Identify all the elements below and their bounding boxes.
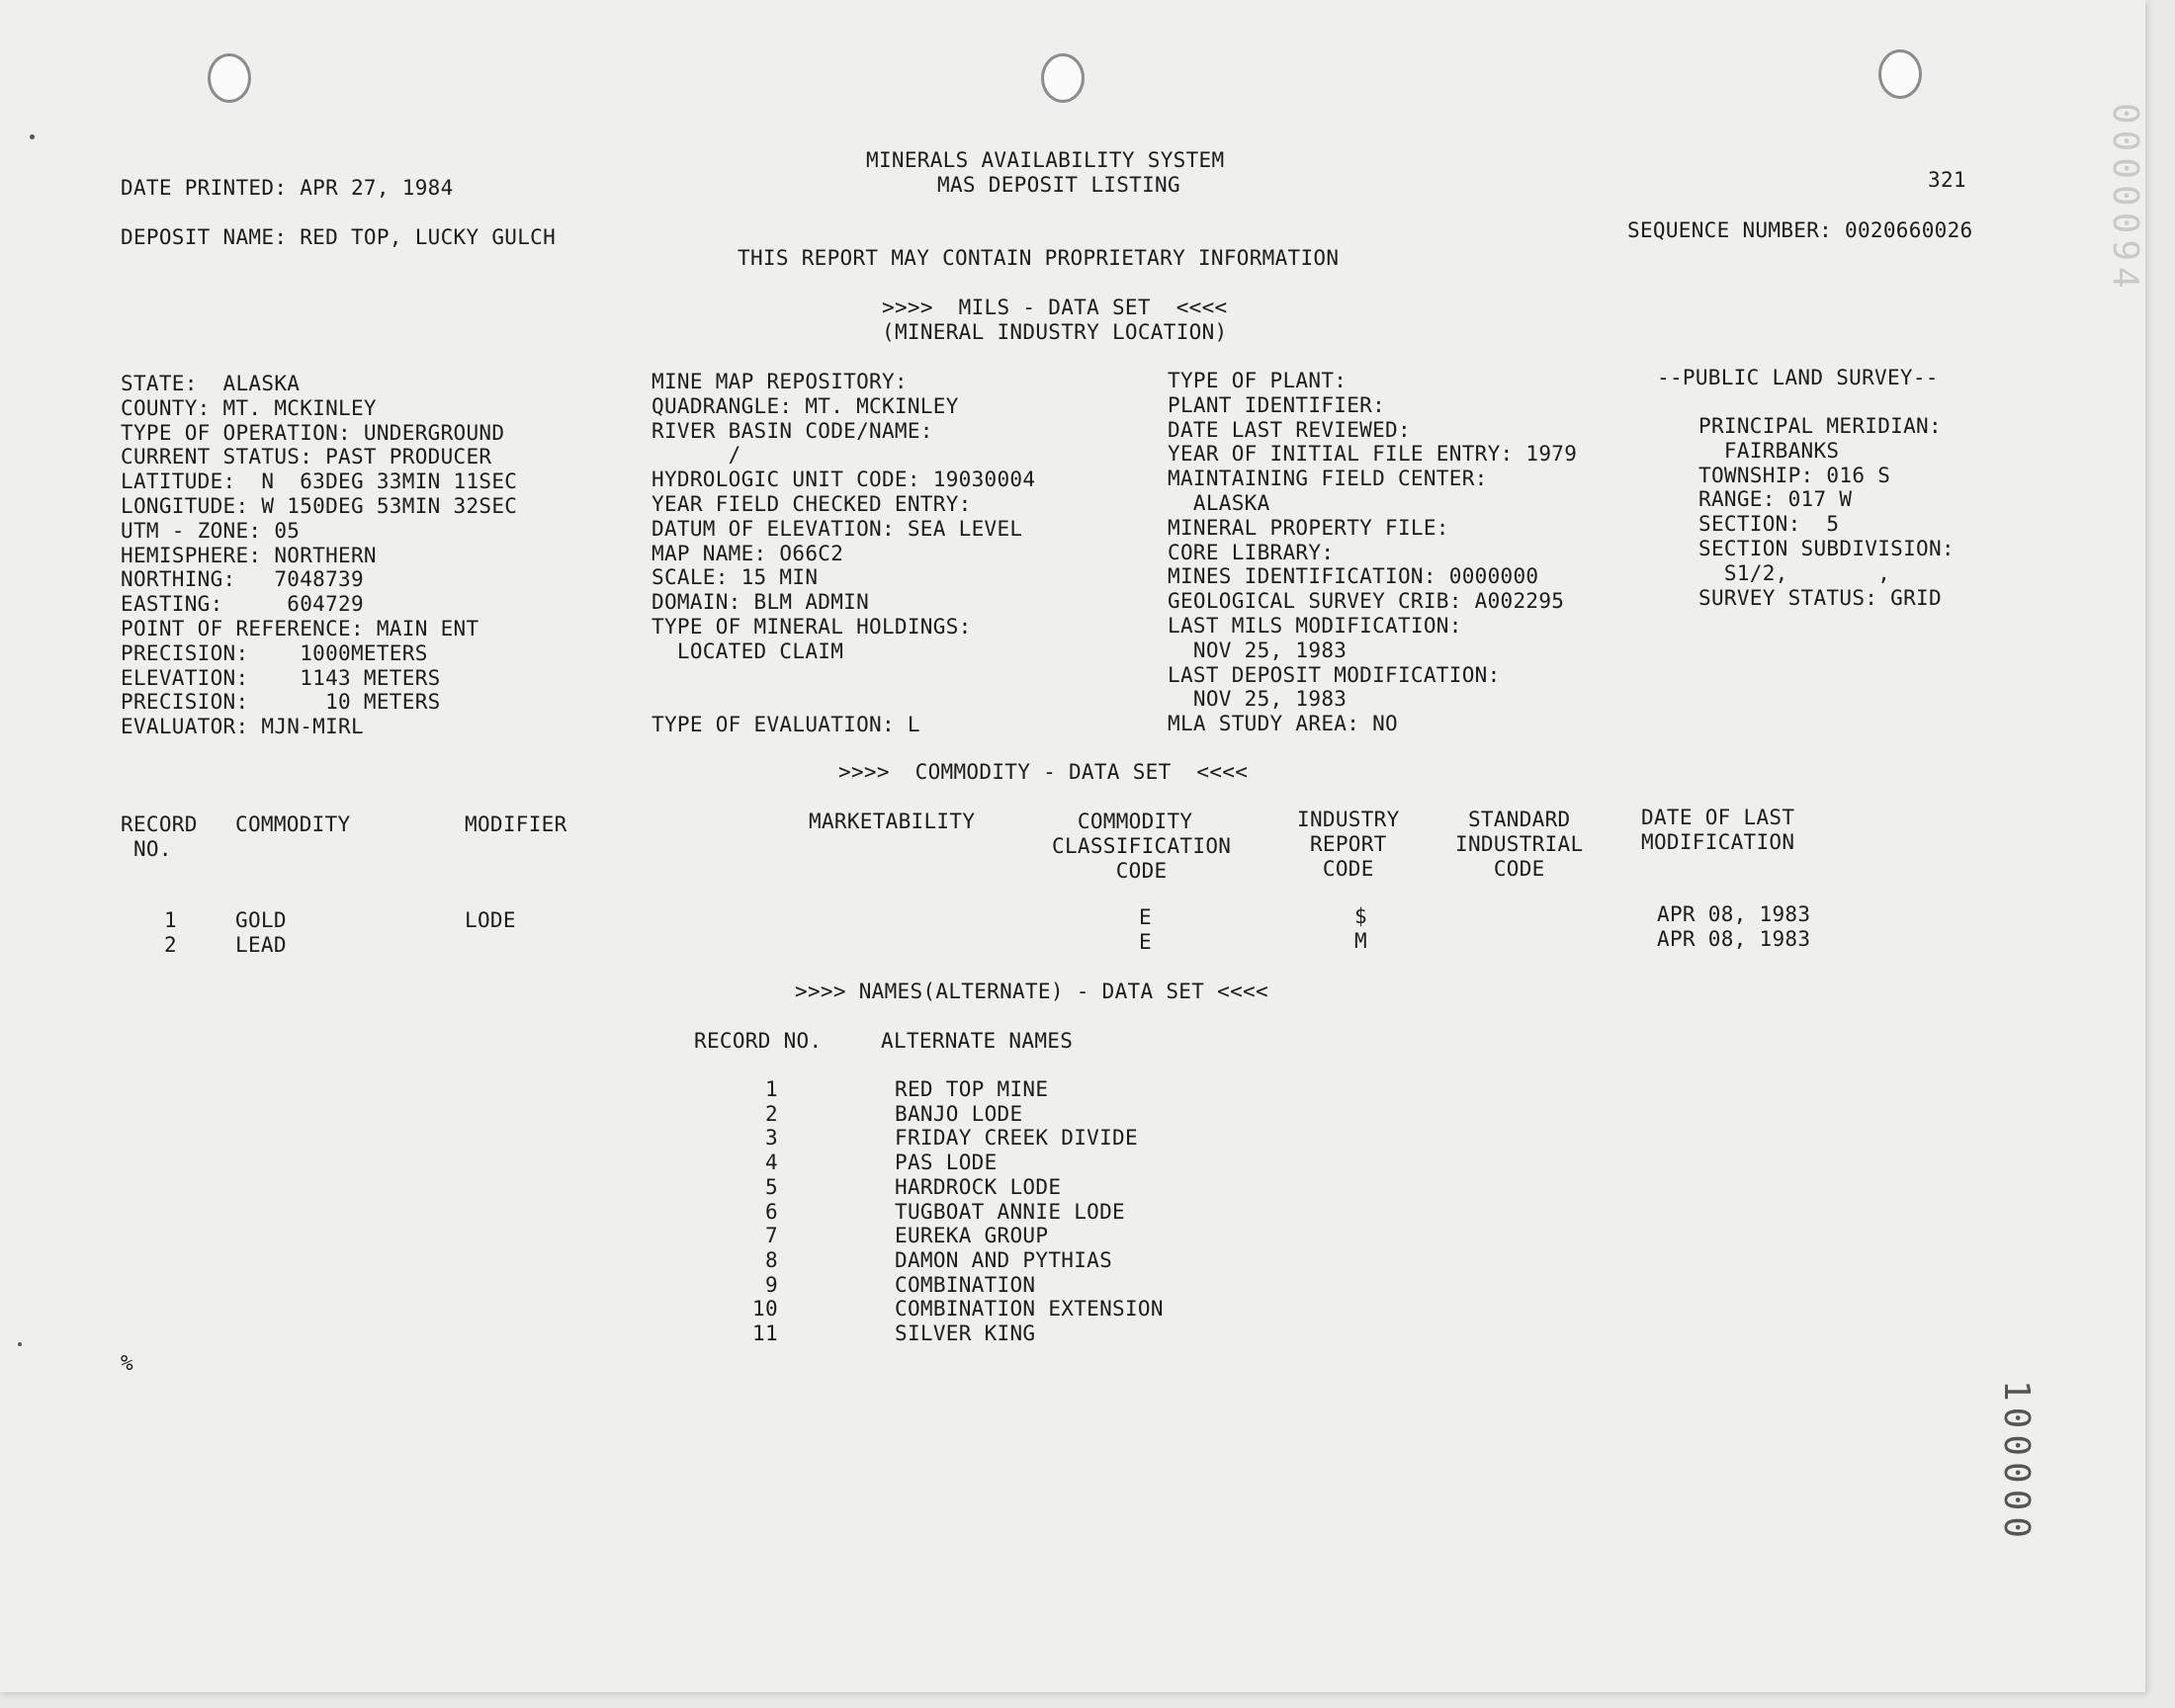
names-col-alternate: ALTERNATE NAMES xyxy=(881,1029,1074,1053)
industry-report-code: M xyxy=(1354,929,1367,953)
modifier: LODE xyxy=(465,908,516,932)
punch-hole-left xyxy=(208,53,251,103)
mils-field: HYDROLOGIC UNIT CODE: 19030004 xyxy=(652,468,1036,492)
mils-field: MINES IDENTIFICATION: 0000000 xyxy=(1168,564,1539,589)
mils-field: PRECISION: 1000METERS xyxy=(121,640,428,665)
ink-speck xyxy=(30,134,35,139)
survey-field: SURVEY STATUS: GRID xyxy=(1698,585,1942,610)
mils-field: CURRENT STATUS: PAST PRODUCER xyxy=(121,445,492,470)
mils-field: EVALUATOR: MJN-MIRL xyxy=(121,715,364,739)
mils-field: MINERAL PROPERTY FILE: xyxy=(1168,515,1449,540)
mils-field: GEOLOGICAL SURVEY CRIB: A002295 xyxy=(1168,589,1565,614)
mils-field: TYPE OF PLANT: xyxy=(1168,369,1348,392)
public-land-survey-title: --PUBLIC LAND SURVEY-- xyxy=(1657,366,1939,389)
mils-field: NOV 25, 1983 xyxy=(1168,638,1348,662)
alternate-record-number: 1 xyxy=(765,1077,778,1101)
alternate-name: PAS LODE xyxy=(895,1151,998,1175)
col-header-commodity: COMMODITY xyxy=(235,812,351,836)
mils-field: TYPE OF OPERATION: UNDERGROUND xyxy=(121,420,505,445)
alternate-record-number: 2 xyxy=(765,1101,778,1126)
mils-field xyxy=(652,664,1035,689)
mils-field: UTM - ZONE: 05 xyxy=(121,518,301,543)
mils-field: CORE LIBRARY: xyxy=(1168,540,1335,564)
mils-field xyxy=(652,688,1035,713)
mils-field: TYPE OF EVALUATION: L xyxy=(652,713,920,737)
mils-field: DATUM OF ELEVATION: SEA LEVEL xyxy=(652,516,1023,541)
alternate-name: EUREKA GROUP xyxy=(895,1224,1049,1248)
record-number: 1 xyxy=(164,908,177,932)
alternate-name: HARDROCK LODE xyxy=(895,1174,1062,1199)
survey-field: RANGE: 017 W xyxy=(1698,487,1853,512)
mils-field: STATE: ALASKA xyxy=(121,372,301,395)
mils-field: TYPE OF MINERAL HOLDINGS: xyxy=(652,614,972,639)
alternate-name: COMBINATION xyxy=(895,1272,1036,1297)
survey-field: SECTION: 5 xyxy=(1698,512,1840,537)
survey-field: PRINCIPAL MERIDIAN: xyxy=(1698,414,1942,438)
mils-field: MLA STUDY AREA: NO xyxy=(1168,712,1398,736)
punch-hole-right xyxy=(1878,49,1922,99)
col-header-classification: COMMODITY CLASSIFICATION CODE xyxy=(1052,810,1232,883)
industry-report-code: $ xyxy=(1354,904,1367,928)
mils-field: ALASKA xyxy=(1168,490,1270,515)
alternate-record-number: 8 xyxy=(765,1247,778,1272)
mils-field: DATE LAST REVIEWED: xyxy=(1168,417,1411,442)
alternate-record-number: 5 xyxy=(765,1174,778,1199)
col-header-sic: STANDARD INDUSTRIAL CODE xyxy=(1455,808,1584,881)
mils-column-survey xyxy=(1698,414,1955,610)
alternate-record-number: 7 xyxy=(765,1224,778,1248)
date-printed: DATE PRINTED: APR 27, 1984 xyxy=(121,176,454,200)
survey-field: SECTION SUBDIVISION: xyxy=(1698,536,1955,560)
names-col-record: RECORD NO. xyxy=(694,1029,823,1053)
side-stamp-faint: 0000094 xyxy=(2105,103,2145,295)
alternate-record-number: 3 xyxy=(765,1126,778,1151)
mils-field: RIVER BASIN CODE/NAME: xyxy=(652,418,933,443)
mils-field: PLANT IDENTIFIER: xyxy=(1168,392,1386,417)
alternate-record-number: 9 xyxy=(765,1272,778,1297)
alternate-name: FRIDAY CREEK DIVIDE xyxy=(895,1126,1138,1151)
mils-field: YEAR FIELD CHECKED ENTRY: xyxy=(652,491,972,516)
alternate-record-number: 11 xyxy=(752,1322,778,1345)
col-header-marketability: MARKETABILITY xyxy=(809,810,976,833)
sequence-number: SEQUENCE NUMBER: 0020660026 xyxy=(1627,218,1973,242)
alternate-name: RED TOP MINE xyxy=(895,1077,1049,1101)
survey-field: S1/2, , xyxy=(1698,560,1891,585)
col-header-modifier: MODIFIER xyxy=(465,812,567,836)
alternate-record-number: 4 xyxy=(765,1151,778,1175)
mils-field: LAST MILS MODIFICATION: xyxy=(1168,613,1462,638)
mils-field: LOCATED CLAIM xyxy=(652,639,844,663)
survey-field: TOWNSHIP: 016 S xyxy=(1698,463,1891,487)
mils-field: MAINTAINING FIELD CENTER: xyxy=(1168,467,1488,491)
mils-field: COUNTY: MT. MCKINLEY xyxy=(121,395,377,420)
mils-field: ELEVATION: 1143 METERS xyxy=(121,665,441,690)
proprietary-notice: THIS REPORT MAY CONTAIN PROPRIETARY INFORMATION xyxy=(738,246,1340,270)
modification-date: APR 08, 1983 xyxy=(1657,902,1811,926)
commodity-heading: >>>> COMMODITY - DATA SET <<<< xyxy=(838,760,1249,784)
col-header-record: RECORD NO. xyxy=(121,812,198,861)
mils-field: HEMISPHERE: NORTHERN xyxy=(121,543,377,567)
record-number: 2 xyxy=(164,933,177,957)
mils-heading: >>>> MILS - DATA SET <<<< xyxy=(882,296,1228,319)
survey-field: FAIRBANKS xyxy=(1698,438,1840,463)
alternate-record-number: 6 xyxy=(765,1199,778,1224)
names-heading: >>>> NAMES(ALTERNATE) - DATA SET <<<< xyxy=(795,980,1268,1003)
footer-mark: % xyxy=(121,1351,133,1375)
alternate-name: COMBINATION EXTENSION xyxy=(895,1297,1164,1322)
alternate-name: SILVER KING xyxy=(895,1322,1036,1345)
page-number: 321 xyxy=(1928,168,1966,192)
commodity-name: LEAD xyxy=(235,933,287,957)
deposit-name: DEPOSIT NAME: RED TOP, LUCKY GULCH xyxy=(121,225,557,249)
alternate-name: TUGBOAT ANNIE LODE xyxy=(895,1199,1125,1224)
mils-field: PRECISION: 10 METERS xyxy=(121,690,441,715)
mils-field: QUADRANGLE: MT. MCKINLEY xyxy=(652,393,959,418)
punch-hole-center xyxy=(1041,53,1085,103)
side-stamp-number: 100000 xyxy=(1996,1380,2037,1545)
alternate-record-number: 10 xyxy=(752,1297,778,1322)
mils-field: EASTING: 604729 xyxy=(121,592,364,617)
mils-field: MINE MAP REPOSITORY: xyxy=(652,370,908,393)
listing-title: MAS DEPOSIT LISTING xyxy=(937,173,1180,197)
mils-subheading: (MINERAL INDUSTRY LOCATION) xyxy=(882,320,1228,344)
mils-column-map xyxy=(652,370,1035,737)
mils-field: LAST DEPOSIT MODIFICATION: xyxy=(1168,662,1501,687)
modification-date: APR 08, 1983 xyxy=(1657,927,1811,951)
classification-code: E xyxy=(1139,930,1152,954)
classification-code: E xyxy=(1139,905,1152,929)
mils-field: DOMAIN: BLM ADMIN xyxy=(652,590,870,615)
ink-speck xyxy=(18,1342,22,1346)
mils-field: LATITUDE: N 63DEG 33MIN 11SEC xyxy=(121,470,518,494)
mils-field: NORTHING: 7048739 xyxy=(121,567,364,592)
system-title: MINERALS AVAILABILITY SYSTEM xyxy=(866,148,1225,172)
mils-field: MAP NAME: O66C2 xyxy=(652,541,844,565)
alternate-name: BANJO LODE xyxy=(895,1101,1023,1126)
mils-field: NOV 25, 1983 xyxy=(1168,687,1348,712)
mils-column-plant xyxy=(1168,369,1577,736)
col-header-industry: INDUSTRY REPORT CODE xyxy=(1297,808,1400,881)
alternate-name: DAMON AND PYTHIAS xyxy=(895,1247,1113,1272)
commodity-name: GOLD xyxy=(235,908,287,932)
mils-field: POINT OF REFERENCE: MAIN ENT xyxy=(121,616,479,640)
mils-field: SCALE: 15 MIN xyxy=(652,565,819,590)
mils-field: / xyxy=(652,443,741,468)
mils-field: YEAR OF INITIAL FILE ENTRY: 1979 xyxy=(1168,442,1578,467)
col-header-date: DATE OF LAST MODIFICATION xyxy=(1641,806,1795,854)
mils-column-location xyxy=(121,372,517,739)
mils-field: LONGITUDE: W 150DEG 53MIN 32SEC xyxy=(121,493,518,518)
